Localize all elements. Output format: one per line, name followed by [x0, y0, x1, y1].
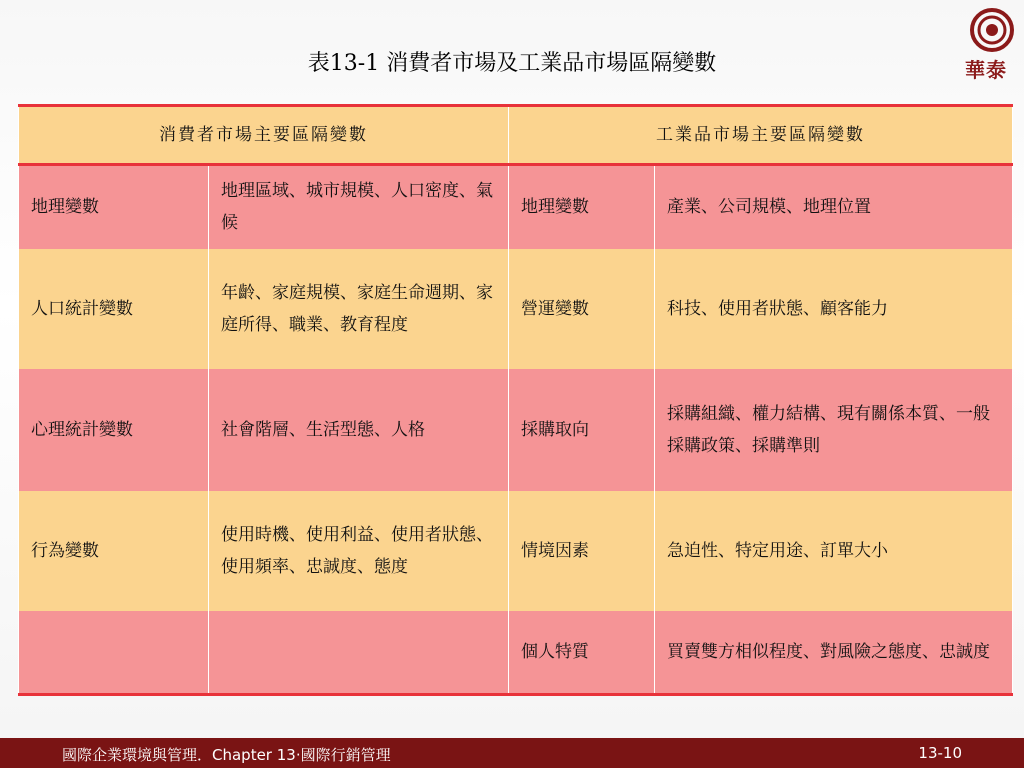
consumer-variable: 心理統計變數 — [19, 369, 209, 491]
slide-title: 表13-1 消費者市場及工業品市場區隔變數 — [307, 51, 717, 76]
industrial-variable: 營運變數 — [509, 249, 655, 369]
table-header-row — [19, 106, 1013, 165]
table-row — [19, 369, 1013, 491]
page-number: 13-10 — [918, 744, 962, 762]
segmentation-table — [18, 104, 1013, 696]
industrial-variable: 情境因素 — [509, 491, 655, 611]
industrial-detail: 急迫性、特定用途、訂單大小 — [655, 491, 1013, 611]
table-row — [19, 249, 1013, 369]
consumer-variable: 行為變數 — [19, 491, 209, 611]
consumer-detail: 地理區域、城市規模、人口密度、氣候 — [209, 165, 509, 249]
industrial-detail: 科技、使用者狀態、顧客能力 — [655, 249, 1013, 369]
industrial-detail: 採購組織、權力結構、現有關係本質、一般採購政策、採購準則 — [655, 369, 1013, 491]
consumer-variable — [19, 611, 209, 695]
publisher-logo-text: 華泰 — [965, 58, 1007, 82]
industrial-variable: 地理變數 — [509, 165, 655, 249]
consumer-detail — [209, 611, 509, 695]
footer-bar — [0, 738, 1024, 768]
consumer-variable: 地理變數 — [19, 165, 209, 249]
footer-course-title: 國際企業環境與管理．Chapter 13‧國際行銷管理 — [62, 746, 391, 764]
industrial-detail: 產業、公司規模、地理位置 — [655, 165, 1013, 249]
header-industrial: 工業品市場主要區隔變數 — [509, 106, 1013, 165]
table-row — [19, 165, 1013, 249]
industrial-variable: 採購取向 — [509, 369, 655, 491]
consumer-detail: 社會階層、生活型態、人格 — [209, 369, 509, 491]
table-row — [19, 491, 1013, 611]
consumer-detail: 年齡、家庭規模、家庭生命週期、家庭所得、職業、教育程度 — [209, 249, 509, 369]
consumer-variable: 人口統計變數 — [19, 249, 209, 369]
header-consumer: 消費者市場主要區隔變數 — [19, 106, 509, 165]
table-row — [19, 611, 1013, 695]
industrial-detail: 買賣雙方相似程度、對風險之態度、忠誠度 — [655, 611, 1013, 695]
consumer-detail: 使用時機、使用利益、使用者狀態、使用頻率、忠誠度、態度 — [209, 491, 509, 611]
industrial-variable: 個人特質 — [509, 611, 655, 695]
